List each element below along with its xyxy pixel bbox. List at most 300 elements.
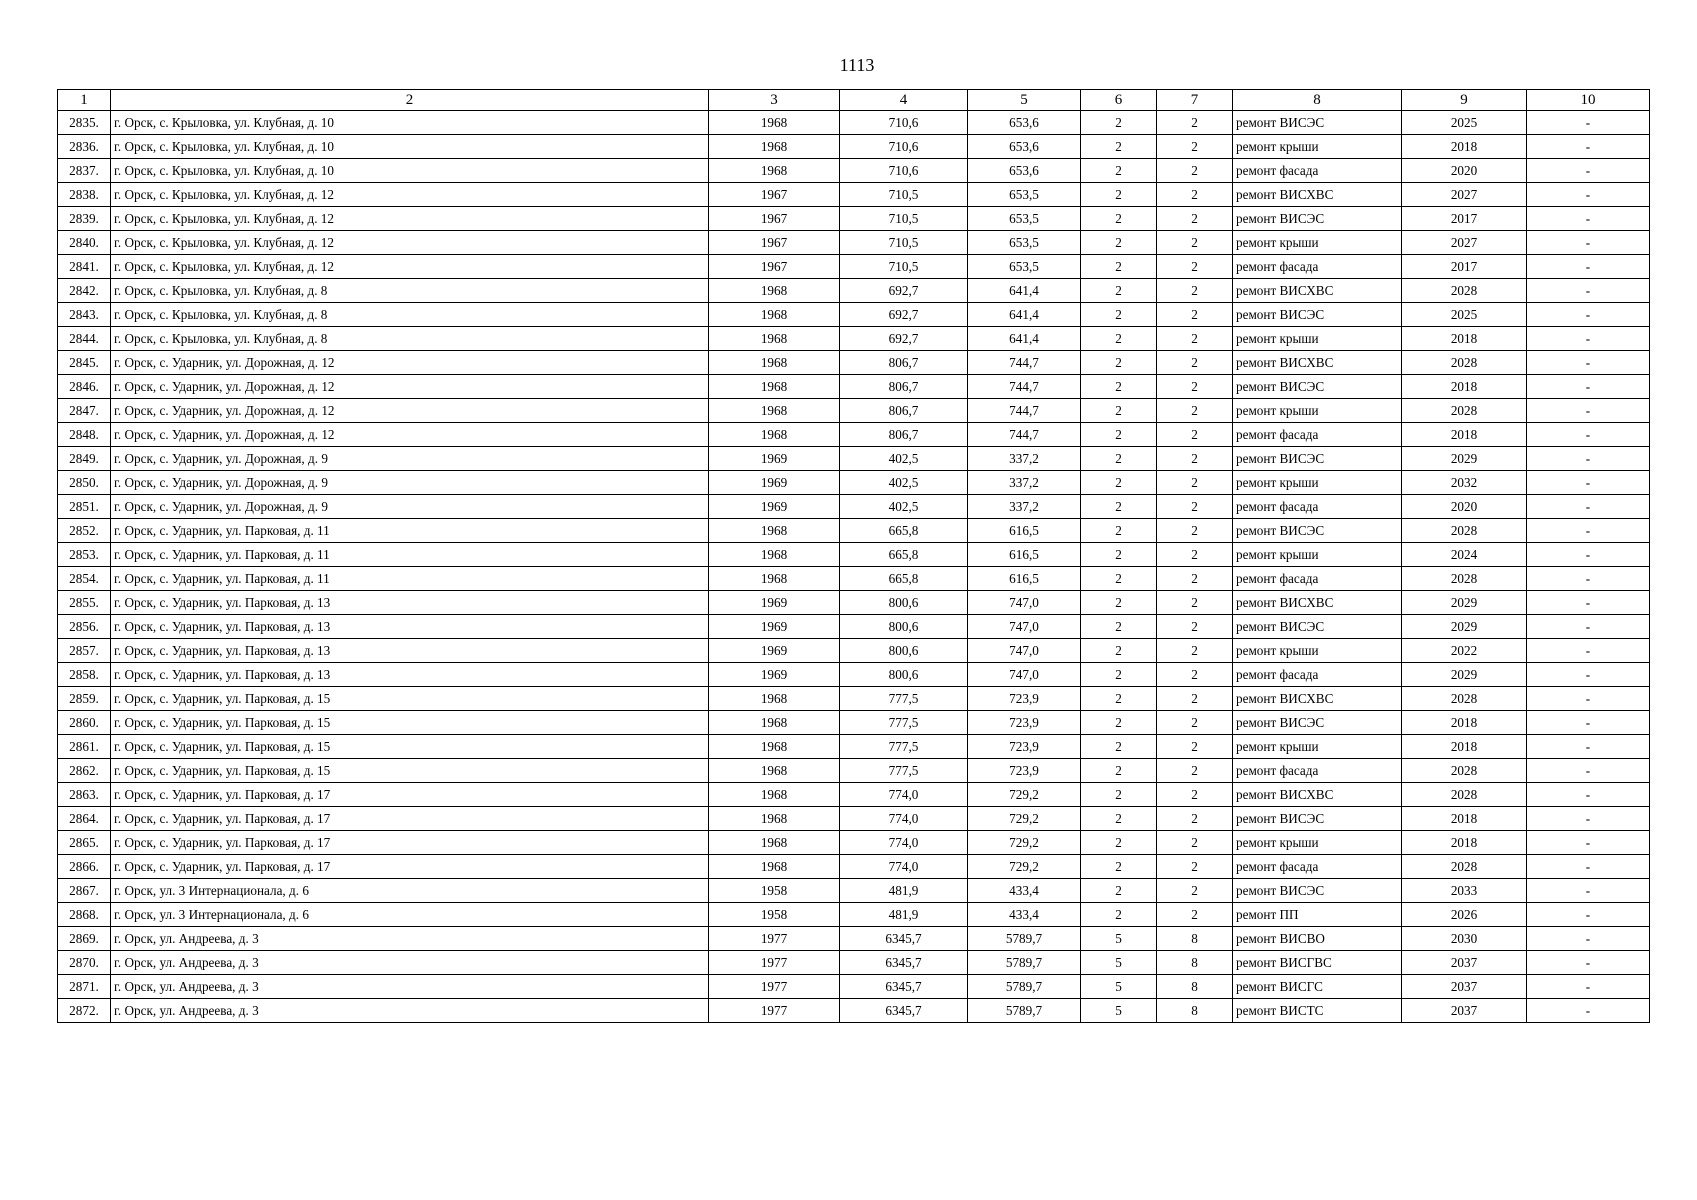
cell-floors: 2 — [1081, 495, 1157, 519]
cell-planned-year: 2027 — [1402, 183, 1527, 207]
cell-year-built: 1967 — [709, 207, 840, 231]
cell-row-number: 2838. — [58, 183, 111, 207]
cell-row-number: 2857. — [58, 639, 111, 663]
cell-entrances: 2 — [1157, 423, 1233, 447]
cell-address: г. Орск, с. Ударник, ул. Дорожная, д. 9 — [111, 495, 709, 519]
cell-address: г. Орск, с. Крыловка, ул. Клубная, д. 12 — [111, 255, 709, 279]
cell-note: - — [1527, 903, 1650, 927]
cell-floors: 2 — [1081, 783, 1157, 807]
cell-note: - — [1527, 639, 1650, 663]
cell-entrances: 2 — [1157, 591, 1233, 615]
cell-total-area: 665,8 — [840, 519, 968, 543]
cell-row-number: 2849. — [58, 447, 111, 471]
cell-entrances: 2 — [1157, 735, 1233, 759]
table-row — [58, 759, 1650, 783]
cell-total-area: 777,5 — [840, 711, 968, 735]
cell-total-area: 800,6 — [840, 615, 968, 639]
cell-floors: 2 — [1081, 903, 1157, 927]
cell-address: г. Орск, с. Крыловка, ул. Клубная, д. 10 — [111, 135, 709, 159]
table-row — [58, 807, 1650, 831]
cell-total-area: 800,6 — [840, 663, 968, 687]
cell-work-type: ремонт ВИСВО — [1233, 927, 1402, 951]
table-row — [58, 303, 1650, 327]
cell-note: - — [1527, 783, 1650, 807]
cell-work-type: ремонт ВИСЭС — [1233, 615, 1402, 639]
cell-note: - — [1527, 111, 1650, 135]
cell-row-number: 2843. — [58, 303, 111, 327]
cell-floors: 2 — [1081, 159, 1157, 183]
cell-row-number: 2866. — [58, 855, 111, 879]
cell-year-built: 1968 — [709, 567, 840, 591]
cell-living-area: 433,4 — [968, 879, 1081, 903]
cell-living-area: 653,6 — [968, 135, 1081, 159]
cell-work-type: ремонт крыши — [1233, 399, 1402, 423]
cell-note: - — [1527, 663, 1650, 687]
cell-floors: 2 — [1081, 351, 1157, 375]
cell-entrances: 2 — [1157, 279, 1233, 303]
cell-floors: 2 — [1081, 423, 1157, 447]
cell-address: г. Орск, с. Ударник, ул. Парковая, д. 13 — [111, 663, 709, 687]
cell-planned-year: 2037 — [1402, 999, 1527, 1023]
cell-floors: 2 — [1081, 447, 1157, 471]
page-number: 1113 — [839, 55, 875, 75]
table-row — [58, 375, 1650, 399]
cell-living-area: 747,0 — [968, 615, 1081, 639]
cell-note: - — [1527, 759, 1650, 783]
cell-year-built: 1968 — [709, 303, 840, 327]
cell-floors: 2 — [1081, 303, 1157, 327]
cell-planned-year: 2018 — [1402, 135, 1527, 159]
cell-work-type: ремонт фасада — [1233, 495, 1402, 519]
cell-address: г. Орск, с. Ударник, ул. Дорожная, д. 9 — [111, 447, 709, 471]
cell-planned-year: 2028 — [1402, 567, 1527, 591]
cell-floors: 2 — [1081, 615, 1157, 639]
cell-year-built: 1977 — [709, 927, 840, 951]
cell-floors: 2 — [1081, 807, 1157, 831]
col-header-7: 7 — [1157, 90, 1233, 111]
cell-work-type: ремонт фасада — [1233, 255, 1402, 279]
cell-planned-year: 2018 — [1402, 831, 1527, 855]
cell-row-number: 2867. — [58, 879, 111, 903]
cell-planned-year: 2030 — [1402, 927, 1527, 951]
cell-work-type: ремонт крыши — [1233, 543, 1402, 567]
cell-address: г. Орск, с. Ударник, ул. Парковая, д. 15 — [111, 759, 709, 783]
cell-living-area: 729,2 — [968, 831, 1081, 855]
cell-entrances: 2 — [1157, 855, 1233, 879]
cell-work-type: ремонт ВИСХВС — [1233, 687, 1402, 711]
cell-total-area: 710,6 — [840, 159, 968, 183]
cell-year-built: 1977 — [709, 975, 840, 999]
cell-row-number: 2835. — [58, 111, 111, 135]
cell-total-area: 777,5 — [840, 687, 968, 711]
cell-work-type: ремонт крыши — [1233, 735, 1402, 759]
cell-total-area: 806,7 — [840, 375, 968, 399]
cell-note: - — [1527, 279, 1650, 303]
cell-work-type: ремонт ВИСЭС — [1233, 711, 1402, 735]
cell-planned-year: 2017 — [1402, 207, 1527, 231]
cell-note: - — [1527, 711, 1650, 735]
cell-note: - — [1527, 591, 1650, 615]
cell-total-area: 6345,7 — [840, 975, 968, 999]
cell-address: г. Орск, с. Ударник, ул. Парковая, д. 17 — [111, 783, 709, 807]
cell-note: - — [1527, 735, 1650, 759]
cell-total-area: 481,9 — [840, 879, 968, 903]
cell-address: г. Орск, с. Крыловка, ул. Клубная, д. 8 — [111, 279, 709, 303]
cell-year-built: 1968 — [709, 855, 840, 879]
table-row — [58, 471, 1650, 495]
cell-living-area: 616,5 — [968, 543, 1081, 567]
cell-row-number: 2848. — [58, 423, 111, 447]
cell-entrances: 2 — [1157, 831, 1233, 855]
cell-total-area: 6345,7 — [840, 999, 968, 1023]
cell-entrances: 2 — [1157, 879, 1233, 903]
table-row — [58, 135, 1650, 159]
cell-work-type: ремонт фасада — [1233, 159, 1402, 183]
cell-living-area: 723,9 — [968, 759, 1081, 783]
cell-row-number: 2847. — [58, 399, 111, 423]
cell-floors: 5 — [1081, 999, 1157, 1023]
cell-entrances: 2 — [1157, 519, 1233, 543]
cell-entrances: 8 — [1157, 999, 1233, 1023]
cell-living-area: 723,9 — [968, 687, 1081, 711]
cell-entrances: 2 — [1157, 375, 1233, 399]
cell-living-area: 653,6 — [968, 111, 1081, 135]
cell-note: - — [1527, 927, 1650, 951]
cell-work-type: ремонт крыши — [1233, 471, 1402, 495]
cell-year-built: 1968 — [709, 135, 840, 159]
cell-year-built: 1968 — [709, 687, 840, 711]
cell-row-number: 2860. — [58, 711, 111, 735]
cell-planned-year: 2028 — [1402, 855, 1527, 879]
cell-total-area: 6345,7 — [840, 951, 968, 975]
cell-address: г. Орск, с. Ударник, ул. Дорожная, д. 9 — [111, 471, 709, 495]
cell-entrances: 2 — [1157, 231, 1233, 255]
cell-planned-year: 2027 — [1402, 231, 1527, 255]
cell-year-built: 1968 — [709, 735, 840, 759]
table-row — [58, 663, 1650, 687]
cell-floors: 5 — [1081, 951, 1157, 975]
cell-entrances: 2 — [1157, 615, 1233, 639]
cell-note: - — [1527, 615, 1650, 639]
cell-address: г. Орск, с. Ударник, ул. Парковая, д. 11 — [111, 543, 709, 567]
cell-entrances: 2 — [1157, 135, 1233, 159]
cell-note: - — [1527, 399, 1650, 423]
cell-note: - — [1527, 183, 1650, 207]
cell-entrances: 2 — [1157, 327, 1233, 351]
cell-planned-year: 2018 — [1402, 423, 1527, 447]
cell-address: г. Орск, ул. Андреева, д. 3 — [111, 927, 709, 951]
cell-address: г. Орск, с. Ударник, ул. Парковая, д. 13 — [111, 591, 709, 615]
col-header-5: 5 — [968, 90, 1081, 111]
cell-note: - — [1527, 135, 1650, 159]
cell-row-number: 2861. — [58, 735, 111, 759]
cell-entrances: 2 — [1157, 543, 1233, 567]
cell-row-number: 2850. — [58, 471, 111, 495]
cell-address: г. Орск, с. Ударник, ул. Дорожная, д. 12 — [111, 375, 709, 399]
cell-address: г. Орск, с. Ударник, ул. Парковая, д. 11 — [111, 519, 709, 543]
cell-note: - — [1527, 975, 1650, 999]
cell-row-number: 2842. — [58, 279, 111, 303]
cell-note: - — [1527, 471, 1650, 495]
cell-entrances: 2 — [1157, 687, 1233, 711]
cell-entrances: 2 — [1157, 807, 1233, 831]
cell-year-built: 1969 — [709, 591, 840, 615]
cell-row-number: 2868. — [58, 903, 111, 927]
cell-living-area: 337,2 — [968, 471, 1081, 495]
cell-work-type: ремонт ВИСЭС — [1233, 207, 1402, 231]
cell-address: г. Орск, с. Ударник, ул. Парковая, д. 17 — [111, 831, 709, 855]
cell-year-built: 1968 — [709, 519, 840, 543]
cell-living-area: 337,2 — [968, 495, 1081, 519]
cell-living-area: 653,5 — [968, 255, 1081, 279]
cell-work-type: ремонт ВИСХВС — [1233, 351, 1402, 375]
cell-entrances: 2 — [1157, 567, 1233, 591]
cell-note: - — [1527, 327, 1650, 351]
cell-planned-year: 2028 — [1402, 399, 1527, 423]
cell-total-area: 806,7 — [840, 351, 968, 375]
cell-floors: 5 — [1081, 927, 1157, 951]
table-row — [58, 687, 1650, 711]
cell-row-number: 2853. — [58, 543, 111, 567]
cell-floors: 2 — [1081, 831, 1157, 855]
cell-entrances: 2 — [1157, 903, 1233, 927]
cell-note: - — [1527, 807, 1650, 831]
table-row — [58, 495, 1650, 519]
cell-row-number: 2846. — [58, 375, 111, 399]
cell-floors: 2 — [1081, 663, 1157, 687]
cell-living-area: 729,2 — [968, 783, 1081, 807]
cell-planned-year: 2028 — [1402, 783, 1527, 807]
cell-planned-year: 2024 — [1402, 543, 1527, 567]
table-row — [58, 927, 1650, 951]
cell-planned-year: 2020 — [1402, 495, 1527, 519]
cell-row-number: 2856. — [58, 615, 111, 639]
cell-living-area: 653,6 — [968, 159, 1081, 183]
cell-work-type: ремонт фасада — [1233, 663, 1402, 687]
cell-entrances: 2 — [1157, 183, 1233, 207]
cell-work-type: ремонт ВИСЭС — [1233, 375, 1402, 399]
cell-planned-year: 2018 — [1402, 807, 1527, 831]
cell-entrances: 2 — [1157, 495, 1233, 519]
cell-floors: 2 — [1081, 207, 1157, 231]
cell-living-area: 616,5 — [968, 567, 1081, 591]
cell-planned-year: 2020 — [1402, 159, 1527, 183]
cell-entrances: 2 — [1157, 663, 1233, 687]
cell-entrances: 8 — [1157, 927, 1233, 951]
cell-row-number: 2844. — [58, 327, 111, 351]
cell-work-type: ремонт фасада — [1233, 855, 1402, 879]
cell-living-area: 747,0 — [968, 639, 1081, 663]
table-row — [58, 567, 1650, 591]
cell-total-area: 710,6 — [840, 135, 968, 159]
cell-total-area: 806,7 — [840, 399, 968, 423]
table-row — [58, 999, 1650, 1023]
cell-entrances: 2 — [1157, 399, 1233, 423]
cell-row-number: 2862. — [58, 759, 111, 783]
cell-total-area: 6345,7 — [840, 927, 968, 951]
cell-floors: 2 — [1081, 735, 1157, 759]
cell-entrances: 2 — [1157, 351, 1233, 375]
table-row — [58, 519, 1650, 543]
repair-schedule-table — [57, 89, 1650, 1023]
cell-note: - — [1527, 519, 1650, 543]
cell-living-area: 5789,7 — [968, 999, 1081, 1023]
cell-entrances: 2 — [1157, 207, 1233, 231]
cell-year-built: 1968 — [709, 399, 840, 423]
cell-year-built: 1968 — [709, 759, 840, 783]
cell-entrances: 8 — [1157, 975, 1233, 999]
cell-address: г. Орск, с. Ударник, ул. Парковая, д. 17 — [111, 807, 709, 831]
cell-planned-year: 2025 — [1402, 111, 1527, 135]
cell-planned-year: 2018 — [1402, 711, 1527, 735]
cell-address: г. Орск, с. Ударник, ул. Парковая, д. 11 — [111, 567, 709, 591]
cell-floors: 2 — [1081, 855, 1157, 879]
cell-planned-year: 2018 — [1402, 375, 1527, 399]
cell-year-built: 1968 — [709, 543, 840, 567]
cell-row-number: 2865. — [58, 831, 111, 855]
cell-address: г. Орск, с. Крыловка, ул. Клубная, д. 8 — [111, 327, 709, 351]
cell-row-number: 2864. — [58, 807, 111, 831]
table-row — [58, 543, 1650, 567]
cell-year-built: 1968 — [709, 159, 840, 183]
cell-total-area: 777,5 — [840, 759, 968, 783]
cell-floors: 2 — [1081, 399, 1157, 423]
cell-work-type: ремонт крыши — [1233, 831, 1402, 855]
cell-work-type: ремонт ВИСГС — [1233, 975, 1402, 999]
cell-note: - — [1527, 255, 1650, 279]
col-header-8: 8 — [1233, 90, 1402, 111]
col-header-10: 10 — [1527, 90, 1650, 111]
cell-living-area: 337,2 — [968, 447, 1081, 471]
cell-row-number: 2870. — [58, 951, 111, 975]
header-row — [58, 90, 1650, 111]
cell-entrances: 2 — [1157, 759, 1233, 783]
cell-entrances: 2 — [1157, 303, 1233, 327]
cell-row-number: 2845. — [58, 351, 111, 375]
cell-work-type: ремонт фасада — [1233, 759, 1402, 783]
cell-row-number: 2859. — [58, 687, 111, 711]
cell-living-area: 744,7 — [968, 399, 1081, 423]
cell-address: г. Орск, ул. Андреева, д. 3 — [111, 999, 709, 1023]
cell-year-built: 1969 — [709, 471, 840, 495]
cell-address: г. Орск, с. Ударник, ул. Парковая, д. 13 — [111, 615, 709, 639]
cell-note: - — [1527, 951, 1650, 975]
cell-floors: 2 — [1081, 255, 1157, 279]
cell-planned-year: 2028 — [1402, 519, 1527, 543]
cell-floors: 2 — [1081, 471, 1157, 495]
cell-work-type: ремонт ПП — [1233, 903, 1402, 927]
table-row — [58, 111, 1650, 135]
cell-total-area: 710,5 — [840, 231, 968, 255]
cell-planned-year: 2022 — [1402, 639, 1527, 663]
cell-living-area: 433,4 — [968, 903, 1081, 927]
cell-note: - — [1527, 831, 1650, 855]
cell-total-area: 806,7 — [840, 423, 968, 447]
col-header-6: 6 — [1081, 90, 1157, 111]
cell-living-area: 5789,7 — [968, 951, 1081, 975]
cell-floors: 2 — [1081, 519, 1157, 543]
cell-work-type: ремонт ВИСЭС — [1233, 807, 1402, 831]
cell-row-number: 2851. — [58, 495, 111, 519]
cell-year-built: 1958 — [709, 879, 840, 903]
cell-year-built: 1968 — [709, 111, 840, 135]
cell-note: - — [1527, 543, 1650, 567]
cell-work-type: ремонт крыши — [1233, 327, 1402, 351]
cell-planned-year: 2026 — [1402, 903, 1527, 927]
cell-address: г. Орск, с. Ударник, ул. Дорожная, д. 12 — [111, 423, 709, 447]
cell-address: г. Орск, с. Ударник, ул. Парковая, д. 15 — [111, 711, 709, 735]
cell-total-area: 692,7 — [840, 303, 968, 327]
cell-total-area: 402,5 — [840, 447, 968, 471]
cell-living-area: 653,5 — [968, 207, 1081, 231]
cell-entrances: 2 — [1157, 783, 1233, 807]
cell-living-area: 747,0 — [968, 591, 1081, 615]
cell-year-built: 1967 — [709, 183, 840, 207]
table-row — [58, 855, 1650, 879]
cell-row-number: 2855. — [58, 591, 111, 615]
cell-total-area: 402,5 — [840, 471, 968, 495]
cell-planned-year: 2018 — [1402, 735, 1527, 759]
cell-note: - — [1527, 855, 1650, 879]
cell-address: г. Орск, ул. Андреева, д. 3 — [111, 951, 709, 975]
cell-year-built: 1968 — [709, 807, 840, 831]
cell-living-area: 653,5 — [968, 183, 1081, 207]
cell-year-built: 1969 — [709, 639, 840, 663]
cell-note: - — [1527, 303, 1650, 327]
cell-note: - — [1527, 423, 1650, 447]
cell-address: г. Орск, с. Ударник, ул. Парковая, д. 13 — [111, 639, 709, 663]
cell-address: г. Орск, с. Ударник, ул. Дорожная, д. 12 — [111, 399, 709, 423]
cell-planned-year: 2028 — [1402, 687, 1527, 711]
cell-living-area: 5789,7 — [968, 975, 1081, 999]
cell-year-built: 1977 — [709, 999, 840, 1023]
cell-address: г. Орск, ул. 3 Интернационала, д. 6 — [111, 879, 709, 903]
cell-floors: 2 — [1081, 591, 1157, 615]
table-row — [58, 183, 1650, 207]
cell-planned-year: 2037 — [1402, 975, 1527, 999]
cell-row-number: 2869. — [58, 927, 111, 951]
cell-work-type: ремонт крыши — [1233, 135, 1402, 159]
cell-address: г. Орск, ул. 3 Интернационала, д. 6 — [111, 903, 709, 927]
cell-work-type: ремонт ВИСЭС — [1233, 447, 1402, 471]
table-row — [58, 783, 1650, 807]
table-row — [58, 399, 1650, 423]
cell-living-area: 723,9 — [968, 711, 1081, 735]
cell-work-type: ремонт ВИСГВС — [1233, 951, 1402, 975]
cell-planned-year: 2018 — [1402, 327, 1527, 351]
cell-row-number: 2836. — [58, 135, 111, 159]
cell-work-type: ремонт крыши — [1233, 639, 1402, 663]
cell-year-built: 1969 — [709, 663, 840, 687]
table-row — [58, 279, 1650, 303]
cell-address: г. Орск, с. Крыловка, ул. Клубная, д. 8 — [111, 303, 709, 327]
cell-living-area: 641,4 — [968, 327, 1081, 351]
cell-floors: 2 — [1081, 543, 1157, 567]
cell-planned-year: 2032 — [1402, 471, 1527, 495]
cell-living-area: 729,2 — [968, 855, 1081, 879]
table-row — [58, 591, 1650, 615]
cell-address: г. Орск, с. Крыловка, ул. Клубная, д. 12 — [111, 183, 709, 207]
table-row — [58, 711, 1650, 735]
cell-entrances: 2 — [1157, 111, 1233, 135]
table-row — [58, 231, 1650, 255]
cell-floors: 2 — [1081, 279, 1157, 303]
cell-planned-year: 2017 — [1402, 255, 1527, 279]
cell-row-number: 2872. — [58, 999, 111, 1023]
cell-work-type: ремонт фасада — [1233, 423, 1402, 447]
cell-row-number: 2854. — [58, 567, 111, 591]
cell-living-area: 744,7 — [968, 423, 1081, 447]
